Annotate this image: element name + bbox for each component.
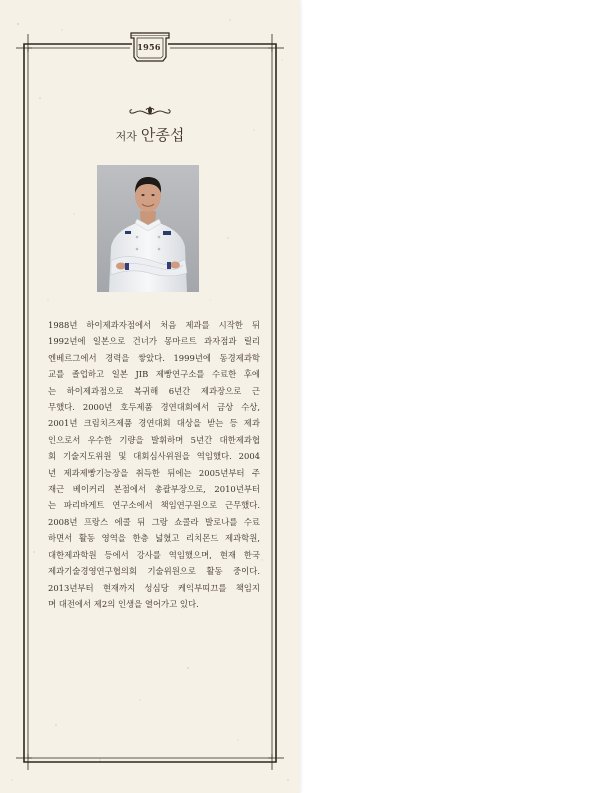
year-badge-text: 1956 xyxy=(137,42,161,52)
bio-line: 는 파리바게트 연구소에서 책임연구원으로 근무했다. xyxy=(48,500,260,511)
author-name: 안종섭 xyxy=(140,126,185,144)
bio-line: 하면서 활동 영역을 한층 넓혔고 리치몬드 제과학원, xyxy=(48,533,260,544)
bio-line: 2013년부터 현재까지 성심당 케익부띠끄를 책임지 xyxy=(48,582,260,593)
bio-line: 는 하이제과점으로 복귀해 6년간 제과장으로 근 xyxy=(48,385,260,396)
bio-line: 1992년에 일본으로 건너가 몽마르트 과자점과 릴리 xyxy=(48,336,260,347)
bio-line: 재근 베이커리 본점에서 총괄부장으로, 2010년부터 xyxy=(48,484,260,495)
bio-line: 1988년 하이제과자점에서 처음 제과를 시작한 뒤 xyxy=(48,320,260,330)
author-biography xyxy=(48,317,260,612)
author-label: 저자 xyxy=(115,130,137,143)
author-title xyxy=(0,124,300,145)
bio-line: 년 제과제빵기능장을 취득한 뒤에는 2005년부터 주 xyxy=(48,467,260,478)
bio-line: 대한제과학원 등에서 강사를 역임했으며, 현재 한국 xyxy=(48,549,260,560)
bio-line: 인으로서 우수한 기량을 발휘하며 5년간 대한제과협 xyxy=(48,434,260,445)
bio-line: 2001년 크림치즈제품 경연대회 대상을 받는 등 제과 xyxy=(48,418,260,429)
bio-line: 제과기술경영연구협의회 기술위원으로 활동 중이다. xyxy=(48,566,260,577)
flourish-ornament-icon xyxy=(126,104,174,118)
author-portrait xyxy=(97,165,199,292)
bio-line: 무했다. 2000년 호두제품 경연대회에서 금상 수상, xyxy=(48,402,260,413)
chef-portrait-icon xyxy=(97,165,199,292)
bio-line: 엔베르그에서 경력을 쌓았다. 1999년에 동경제과학 xyxy=(48,352,260,363)
bio-line: 교를 졸업하고 일본 JIB 제빵연구소를 수료한 후에 xyxy=(48,369,260,380)
bio-line: 2008년 프랑스 에콜 뒤 그랑 쇼콜라 발로나를 수료 xyxy=(48,516,260,527)
bio-line: 며 대전에서 제2의 인생을 열어가고 있다. xyxy=(48,598,199,609)
bio-line: 회 기술지도위원 및 대회심사위원을 역임했다. 2004 xyxy=(48,451,260,462)
